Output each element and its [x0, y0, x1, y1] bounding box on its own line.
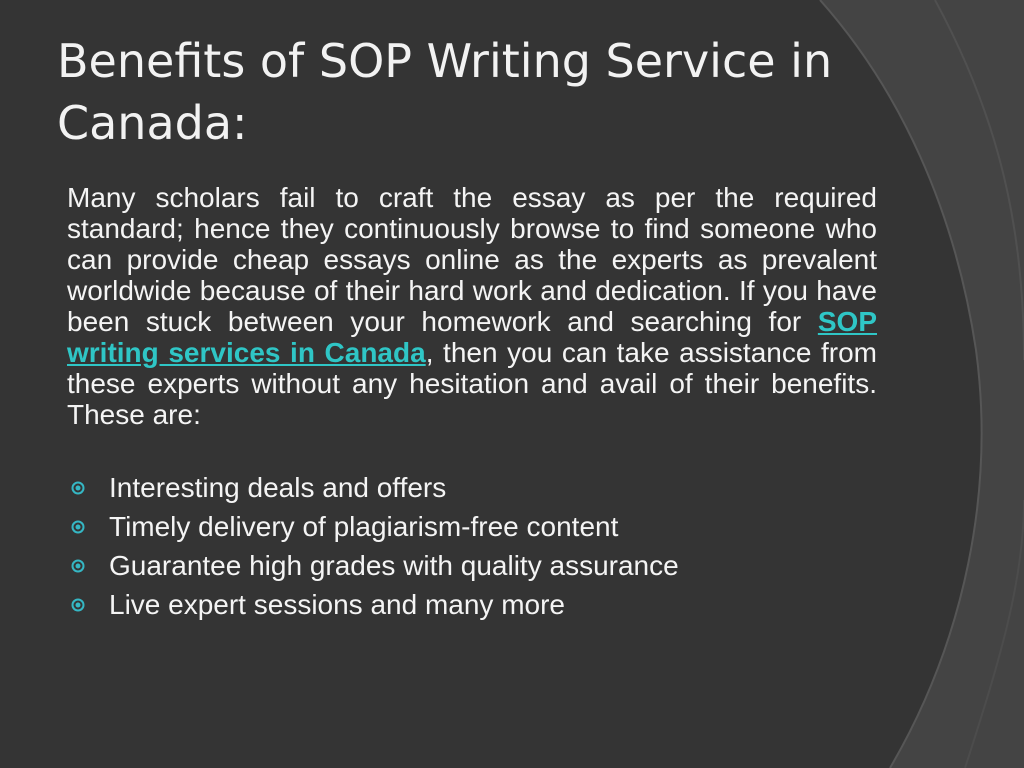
bullet-text: Guarantee high grades with quality assurance: [109, 550, 679, 581]
sop-services-link[interactable]: SOP writing services in Canada: [67, 306, 877, 368]
circle-bullet-icon: [71, 598, 85, 612]
paragraph-before-link: Many scholars fail to craft the essay as per the required standard; hence they continuously browse to find someone who can provide cheap essays online as the experts as prevalent worldwide because of their hard work and dedication. If you have been stuck between your homework and searching for: [67, 182, 877, 337]
intro-paragraph: [67, 182, 877, 430]
circle-bullet-icon: [71, 520, 85, 534]
list-item: [67, 471, 867, 510]
list-item: [67, 549, 867, 588]
bullet-text: Live expert sessions and many more: [109, 589, 565, 620]
slide-title: Benefits of SOP Writing Service in Canada:: [57, 34, 833, 150]
bullet-text: Timely delivery of plagiarism-free content: [109, 511, 619, 542]
circle-bullet-icon: [71, 559, 85, 573]
benefits-list: [67, 471, 867, 627]
list-item: [67, 588, 867, 627]
list-item: [67, 510, 867, 549]
circle-bullet-icon: [71, 481, 85, 495]
paragraph-after-link: , then you can take assistance from these experts without any hesitation and avail of their benefits. These are:: [67, 337, 878, 430]
bullet-text: Interesting deals and offers: [109, 472, 447, 503]
